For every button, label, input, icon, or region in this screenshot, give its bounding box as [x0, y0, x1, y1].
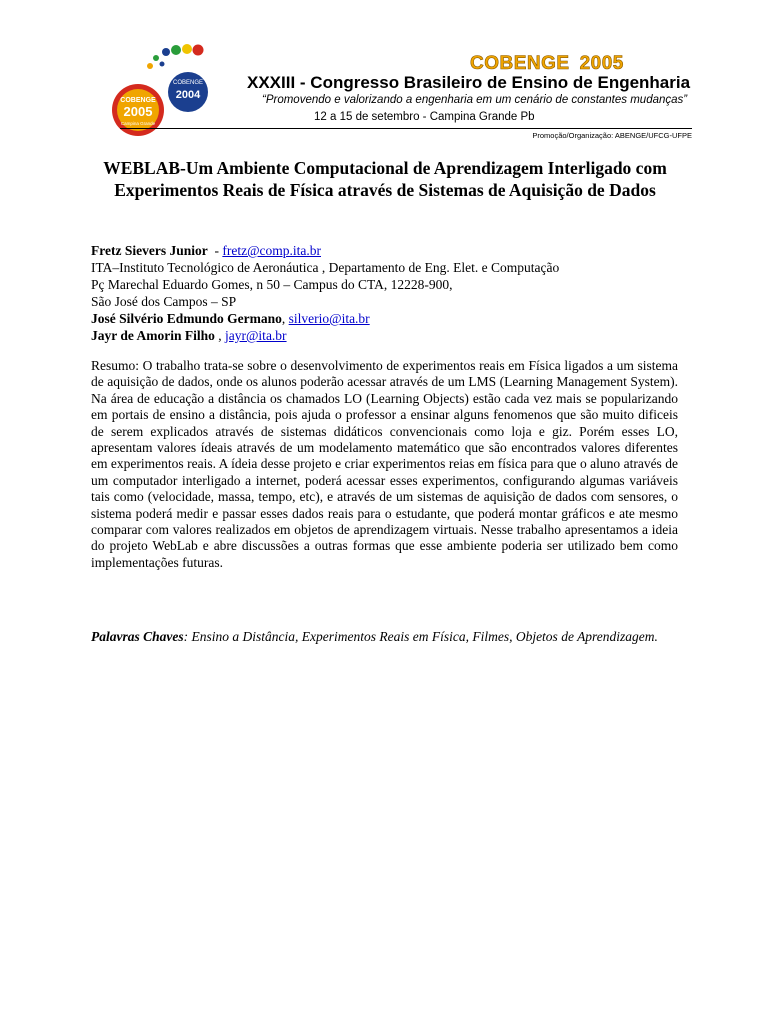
- logo-small-year: 2004: [175, 89, 201, 101]
- congress-dates: 12 a 15 de setembro - Campina Grande Pb: [314, 111, 535, 123]
- header-divider: [120, 128, 692, 129]
- logo-small-text: COBENGE: [172, 80, 204, 86]
- abstract: Resumo: O trabalho trata-se sobre o desenvolvimento de experimentos reais em Física ligados a um sistema de aquisição de dados, onde os alunos poderão acessar através de um LMS (Learning Management System). Na área de educação a distância os chamados LO (Learning Objects) estão cada vez mais se popularizando em portais de ensino a distância, pois ajuda o professor a ensinar alguns fenomenos que são muito dificeis de serem explicados através de sistemas didáticos convencionais como loja e giz. Porém esses LO, apresentam valores ídeais através de um modelamento matemático que são encontrados valores diferentes em experimentos reais. A ídeia desse projeto e criar experimentos reias em física para que o aluno através de um computador interligado a internet, poderá acessar esses experimentos, configurando algumas variáveis tais como (velocidade, massa, tempo, etc), e através de um sistemas de aquisição de dados com sensores, o sistema poderá medir e passar esses dados reais para o estudante, que poderá montar gráficos e ate mesmo comparar com valores realizados em objetos de aprendizagem virtuais. Nesse trabalho apresentamos a ideia do projeto WebLab e abre discussões a outras formas que esse ambiente poderia ser utilizado bem como implementações futuras.: [91, 358, 678, 570]
- author2-separator: ,: [281, 311, 289, 326]
- logo-city: Campina Grande: [120, 121, 156, 126]
- brand-title: [470, 53, 624, 75]
- congress-motto: “Promovendo e valorizando a engenharia em um cenário de constantes mudanças”: [262, 94, 688, 106]
- address-line-1: Pç Marechal Eduardo Gomes, n 50 – Campus do CTA, 12228-900,: [91, 277, 453, 292]
- keywords: [91, 629, 678, 645]
- cobenge-logo-icon: [92, 44, 242, 140]
- congress-title: XXXIII - Congresso Brasileiro de Ensino de Engenharia: [247, 73, 691, 92]
- author1-name: Fretz Sievers Junior: [91, 243, 208, 258]
- logo-main-year: 2005: [123, 104, 153, 119]
- keywords-text: : Ensino a Distância, Experimentos Reais em Física, Filmes, Objetos de Aprendizagem.: [183, 629, 658, 644]
- logo-main-text: COBENGE: [120, 97, 156, 104]
- author1-separator: -: [207, 243, 223, 258]
- author2-email-link[interactable]: silverio@ita.br: [288, 311, 370, 326]
- author1-email-link[interactable]: fretz@comp.ita.br: [222, 243, 321, 258]
- author-line-1: [91, 242, 681, 259]
- conference-banner: [0, 0, 768, 150]
- paper-title: WEBLAB-Um Ambiente Computacional de Aprendizagem Interligado com Experimentos Reais de Física através de Sistemas de Aquisição de Dados: [103, 158, 667, 200]
- affiliation: ITA–Instituto Tecnológico de Aeronáutica , Departamento de Eng. Elet. e Computação: [91, 260, 560, 275]
- keywords-label: Palavras Chaves: [91, 629, 184, 644]
- promotion-text: Promoção/Organização: ABENGE/UFCG-UFPE: [532, 131, 692, 140]
- author3-email-link[interactable]: jayr@ita.br: [225, 328, 287, 343]
- author-block: [91, 242, 681, 344]
- brand-year: 2005: [579, 53, 624, 74]
- author3-name: Jayr de Amorin Filho: [91, 328, 215, 343]
- author-line-2: [91, 310, 681, 327]
- address-line-2: São José dos Campos – SP: [91, 294, 237, 309]
- brand-name: COBENGE: [470, 53, 570, 74]
- author3-separator: ,: [214, 328, 226, 343]
- author2-name: José Silvério Edmundo Germano: [91, 311, 282, 326]
- author-line-3: [91, 327, 681, 344]
